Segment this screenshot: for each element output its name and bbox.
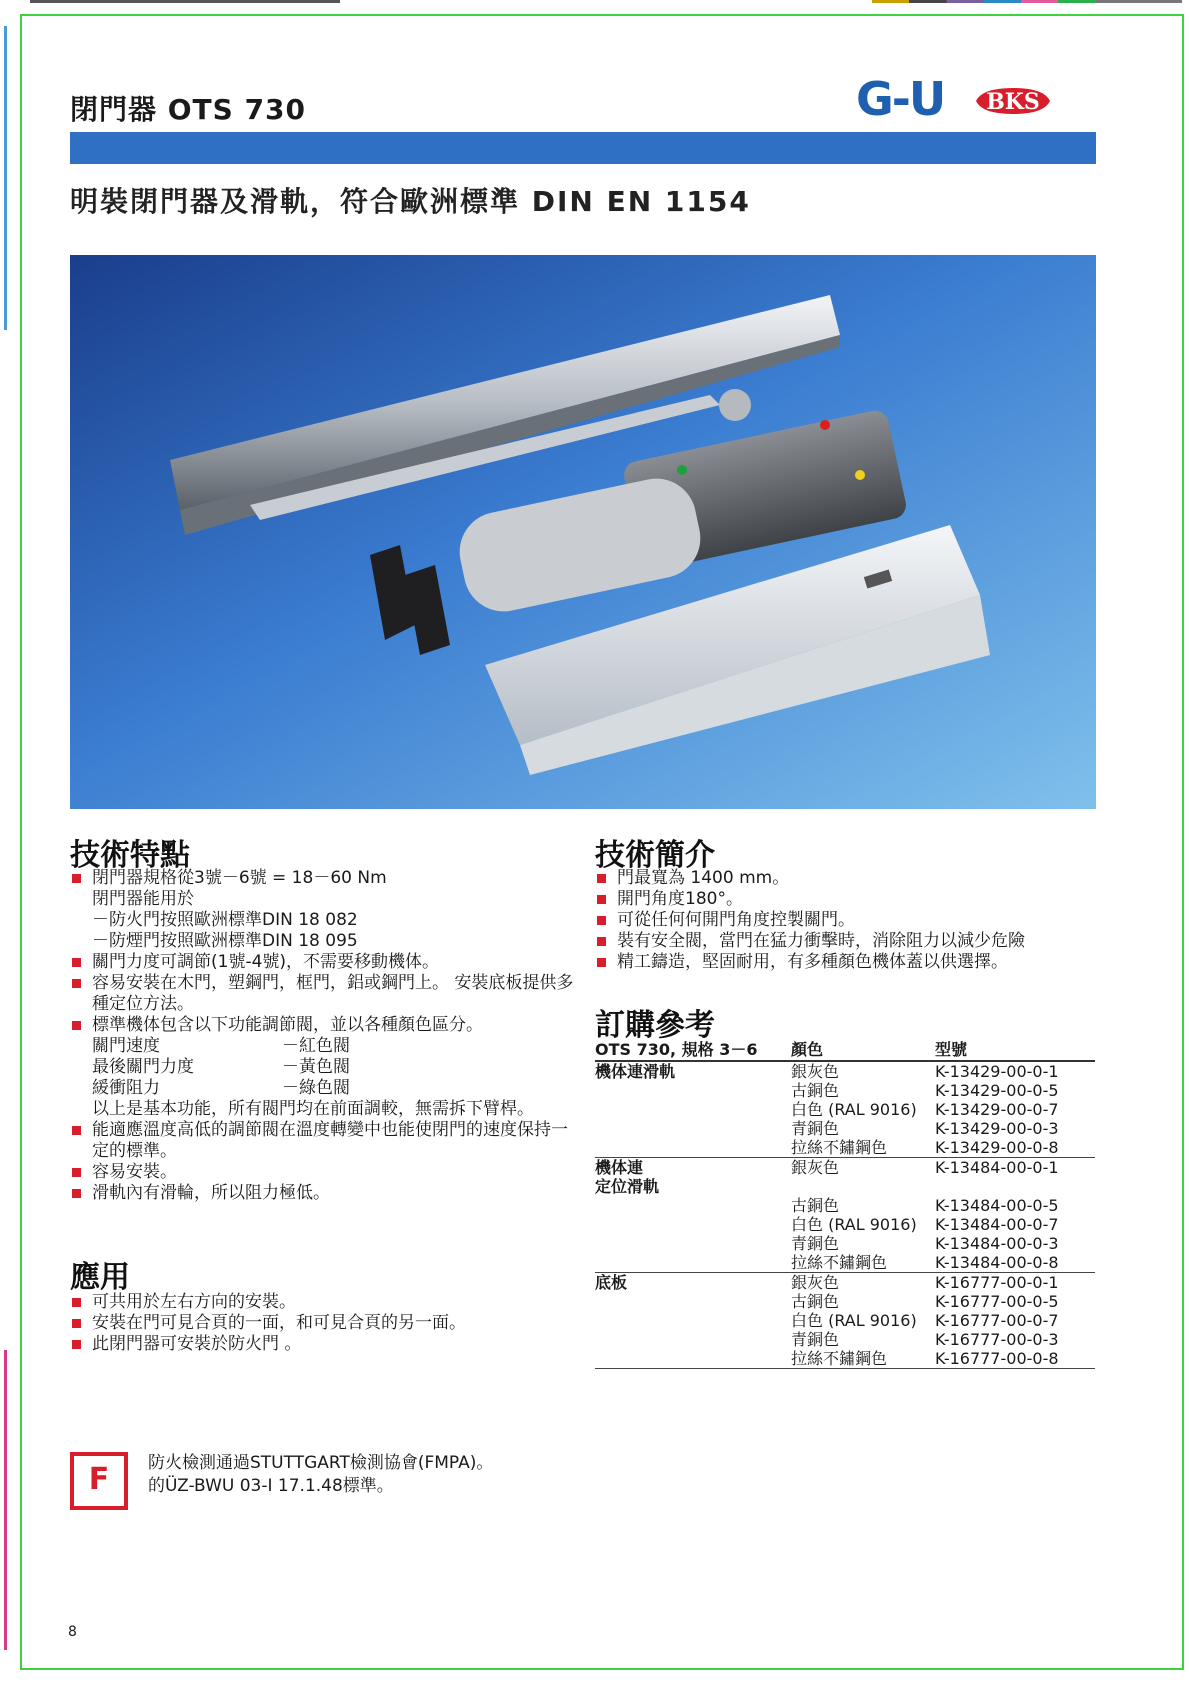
order-color: 古銅色 <box>791 1292 840 1311</box>
feature-item <box>70 1183 580 1204</box>
order-product <box>595 1215 791 1234</box>
feature-item <box>70 1162 580 1183</box>
summary-item: 精工鑄造，堅固耐用，有多種顏色機体蓋以供選擇。 <box>595 952 1095 973</box>
order-row <box>595 1215 1095 1234</box>
margin-mark-blue <box>4 26 7 330</box>
page-title: 閉門器 OTS 730 <box>70 93 307 126</box>
order-code: K-13484-00-0-3 <box>935 1234 1059 1253</box>
order-row <box>595 1100 1095 1119</box>
feature-sub: 閉門器能用於 <box>92 889 194 909</box>
feature-text: 容易安裝在木門，塑鋼門，框門，鋁或鋼門上。 安裝底板提供多種定位方法。 <box>92 973 574 1014</box>
application-heading: 應用 <box>70 1260 130 1295</box>
order-code: K-16777-00-0-7 <box>935 1311 1059 1330</box>
order-code: K-13484-00-0-1 <box>935 1158 1059 1177</box>
valve-function: 最後關門力度 <box>92 1057 194 1077</box>
valve-color: －紅色閥 <box>282 1036 350 1056</box>
order-color: 拉絲不鏽鋼色 <box>791 1253 935 1273</box>
header-blue-bar <box>70 132 1096 164</box>
order-code: K-13484-00-0-7 <box>935 1215 1059 1234</box>
feature-item <box>70 1120 580 1162</box>
order-code: K-16777-00-0-3 <box>935 1330 1059 1349</box>
order-row <box>595 1253 1095 1273</box>
order-heading: 訂購參考 <box>595 1008 715 1043</box>
feature-note: 以上是基本功能，所有閥門均在前面調較，無需拆下臂桿。 <box>92 1099 534 1119</box>
col-header-color: 顏色 <box>791 1040 935 1061</box>
order-product: 機体連 定位滑軌 <box>595 1158 660 1196</box>
order-row <box>595 1273 1095 1293</box>
margin-mark-pink <box>4 1350 7 1650</box>
valve-function: 緩衝阻力 <box>92 1078 160 1098</box>
order-product <box>595 1196 791 1215</box>
fire-certification-line: 防火檢測通過STUTTGART檢測協會(FMPA)。 <box>148 1453 494 1473</box>
page-subtitle: 明裝閉門器及滑軌，符合歐洲標準 DIN EN 1154 <box>70 185 751 218</box>
valve-color: －綠色閥 <box>282 1078 350 1098</box>
order-code: K-13429-00-0-1 <box>935 1062 1059 1081</box>
bks-logo-text: BKS <box>986 89 1040 115</box>
gu-logo: G-U <box>856 72 945 126</box>
order-code: K-13429-00-0-3 <box>935 1119 1059 1138</box>
bks-logo <box>972 82 1054 120</box>
order-color: 青銅色 <box>791 1234 840 1253</box>
order-row <box>595 1349 1095 1369</box>
order-color: 銀灰色 <box>791 1273 840 1292</box>
red-valve <box>820 420 830 430</box>
feature-text: 能適應溫度高低的調節閥在溫度轉變中也能使閉門的速度保持一定的標準。 <box>92 1120 568 1161</box>
order-product <box>595 1292 791 1311</box>
summary-heading: 技術簡介 <box>595 838 715 873</box>
application-item: 此閉門器可安裝於防火門 。 <box>70 1334 580 1355</box>
order-color: 拉絲不鏽鋼色 <box>791 1349 935 1369</box>
feature-item <box>70 973 580 1015</box>
summary-item: 開門角度180°。 <box>595 889 1095 910</box>
order-row <box>595 1158 1095 1197</box>
order-row <box>595 1292 1095 1311</box>
green-valve <box>677 465 687 475</box>
order-row <box>595 1119 1095 1138</box>
summary-item: 裝有安全閥，當門在猛力衝擊時，消除阻力以減少危險 <box>595 931 1095 952</box>
application-list <box>70 1292 580 1355</box>
feature-sub: －防火門按照歐洲標準DIN 18 082 <box>92 910 358 930</box>
order-header-row <box>595 1040 1095 1061</box>
order-row <box>595 1081 1095 1100</box>
order-table <box>595 1040 1095 1369</box>
summary-item: 可從任何何開門角度控製關門。 <box>595 910 1095 931</box>
application-item: 安裝在門可見合頁的一面，和可見合頁的另一面。 <box>70 1313 580 1334</box>
order-product <box>595 1311 791 1330</box>
order-table-body <box>595 1061 1095 1369</box>
order-color: 古銅色 <box>791 1196 840 1215</box>
order-code: K-16777-00-0-1 <box>935 1273 1059 1292</box>
valve-row <box>92 1078 580 1099</box>
order-code: K-13484-00-0-8 <box>935 1253 1095 1273</box>
order-row <box>595 1061 1095 1081</box>
order-code: K-13429-00-0-8 <box>935 1138 1095 1158</box>
order-color: 古銅色 <box>791 1081 840 1100</box>
order-product <box>595 1138 791 1158</box>
fire-rating-badge: F <box>70 1452 128 1510</box>
col-header-model: OTS 730, 規格 3－6 <box>595 1040 791 1061</box>
order-color: 青銅色 <box>791 1119 840 1138</box>
application-item: 可共用於左右方向的安裝。 <box>70 1292 580 1313</box>
fire-certification <box>148 1452 493 1498</box>
feature-item <box>70 1015 580 1120</box>
feature-sub: －防煙門按照歐洲標準DIN 18 095 <box>92 931 358 951</box>
order-product <box>595 1234 791 1253</box>
feature-item <box>70 868 580 952</box>
order-product <box>595 1349 791 1369</box>
features-list <box>70 868 580 1204</box>
order-row <box>595 1138 1095 1158</box>
feature-text: 閉門器規格從3號－6號 = 18－60 Nm <box>92 868 387 888</box>
order-product <box>595 1330 791 1349</box>
fire-certification-line: 的ÜZ-BWU 03-I 17.1.48標準。 <box>148 1476 394 1496</box>
order-product <box>595 1100 791 1119</box>
feature-text: 容易安裝。 <box>92 1162 177 1182</box>
product-photo <box>70 255 1096 809</box>
order-row <box>595 1234 1095 1253</box>
order-code: K-13484-00-0-5 <box>935 1196 1059 1215</box>
order-product <box>595 1081 791 1100</box>
order-row <box>595 1330 1095 1349</box>
valve-function: 關門速度 <box>92 1036 160 1056</box>
order-row <box>595 1311 1095 1330</box>
feature-text: 滑軌內有滑輪，所以阻力極低。 <box>92 1183 330 1203</box>
feature-item <box>70 952 580 973</box>
arm-pivot <box>719 389 751 421</box>
page-number: 8 <box>68 1624 77 1640</box>
valve-color: －黃色閥 <box>282 1057 350 1077</box>
col-header-code: 型號 <box>935 1040 1095 1061</box>
valve-row <box>92 1057 580 1078</box>
order-code: K-13429-00-0-5 <box>935 1081 1059 1100</box>
order-product <box>595 1253 791 1273</box>
order-code: K-16777-00-0-8 <box>935 1349 1095 1369</box>
order-code: K-16777-00-0-5 <box>935 1292 1059 1311</box>
valve-row <box>92 1036 580 1057</box>
feature-text: 標準機体包含以下功能調節閥，並以各種顏色區分。 <box>92 1015 483 1035</box>
order-color: 銀灰色 <box>791 1158 840 1177</box>
order-product <box>595 1119 791 1138</box>
order-product: 機体連滑軌 <box>595 1062 676 1081</box>
order-row <box>595 1196 1095 1215</box>
order-code: K-13429-00-0-7 <box>935 1100 1059 1119</box>
color-calibration-strip <box>872 0 1182 3</box>
feature-text: 關門力度可調節(1號-4號)，不需要移動機体。 <box>92 952 440 972</box>
features-heading: 技術特點 <box>70 838 190 873</box>
yellow-valve <box>855 470 865 480</box>
order-color: 青銅色 <box>791 1330 840 1349</box>
summary-list <box>595 868 1095 973</box>
order-product: 底板 <box>595 1273 628 1292</box>
order-color: 白色 (RAL 9016) <box>791 1100 917 1119</box>
order-color: 銀灰色 <box>791 1062 840 1081</box>
order-color: 白色 (RAL 9016) <box>791 1215 917 1234</box>
summary-item: 門最寬為 1400 mm。 <box>595 868 1095 889</box>
order-color: 拉絲不鏽鋼色 <box>791 1138 935 1158</box>
order-color: 白色 (RAL 9016) <box>791 1311 917 1330</box>
scan-edge-mark <box>30 0 340 3</box>
